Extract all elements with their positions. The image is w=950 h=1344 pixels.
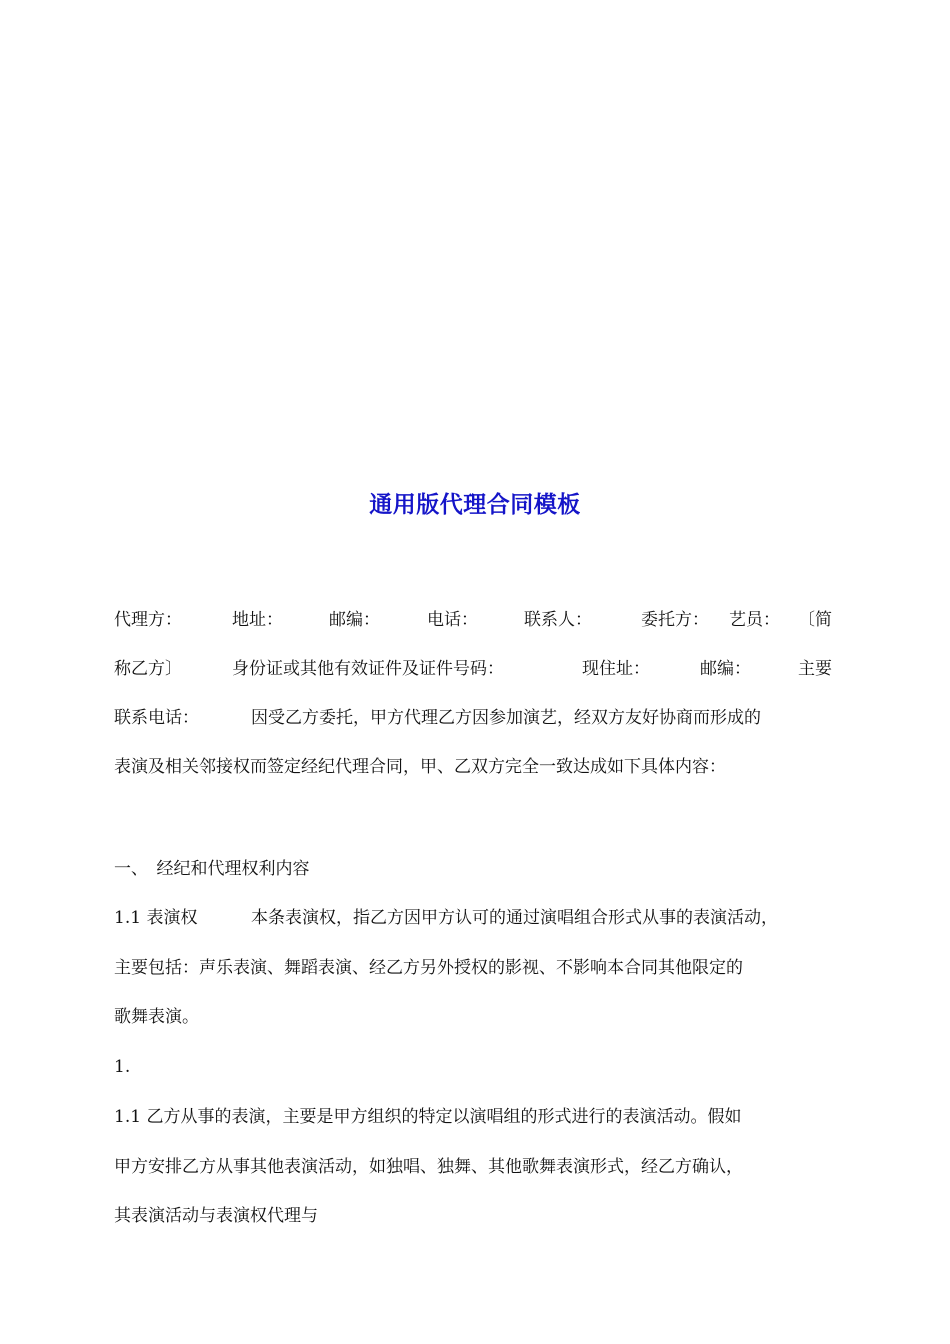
abbr-close-text: 称乙方〕 [114,659,182,679]
clause-1-1-label: 1.1 表演权 [114,908,198,928]
current-address-label: 现住址： [582,659,650,679]
client-label: 委托方： [641,610,709,630]
contact-phone-label: 联系电话： [114,708,199,728]
clause-1-1b-text-2: 甲方安排乙方从事其他表演活动，如独唱、独舞、其他歌舞表演形式，经乙方确认， [114,1157,743,1177]
clause-1-1-text-3: 歌舞表演。 [114,1007,199,1027]
intro-text-1: 因受乙方委托，甲方代理乙方因参加演艺，经双方友好协商而形成的 [251,708,761,728]
phone-label: 电话： [427,610,478,630]
abbr-open-text: 〔简 [798,610,832,630]
section-1-heading: 一、 经纪和代理权利内容 [114,859,310,879]
clause-1-1b-text-3: 其表演活动与表演权代理与 [114,1206,318,1226]
clause-1-1b-text-1: 1.1 乙方从事的表演，主要是甲方组织的特定以演唱组的形式进行的表演活动。假如 [114,1107,742,1127]
contact-label: 联系人： [524,610,592,630]
artist-label: 艺员： [729,610,780,630]
main-text: 主要 [798,659,832,679]
intro-text-2: 表演及相关邻接权而签定经纪代理合同，甲、乙双方完全一致达成如下具体内容： [114,757,726,777]
postcode-label: 邮编： [329,610,380,630]
clause-1-1-text: 本条表演权，指乙方因甲方认可的通过演唱组合形式从事的表演活动， [251,908,778,928]
id-document-label: 身份证或其他有效证件及证件号码： [232,659,504,679]
standalone-number: 1. [114,1057,131,1077]
agent-label: 代理方： [114,610,182,630]
postcode-label-2: 邮编： [700,659,751,679]
document-title: 通用版代理合同模板 [369,492,581,518]
address-label: 地址： [232,610,283,630]
clause-1-1-text-2: 主要包括：声乐表演、舞蹈表演、经乙方另外授权的影视、不影响本合同其他限定的 [114,958,743,978]
